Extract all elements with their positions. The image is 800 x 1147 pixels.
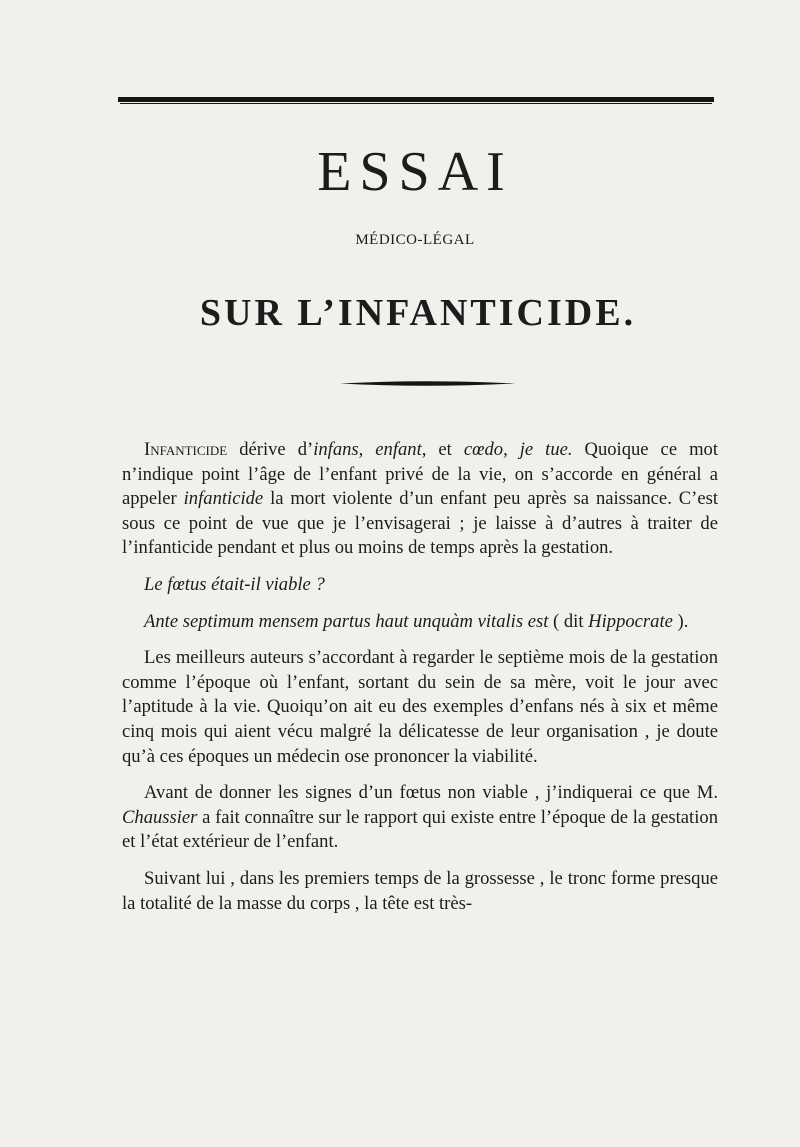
body-text [122,438,718,916]
main-title: SUR L’INFANTICIDE. [199,292,637,334]
ornamental-rule [340,380,515,387]
text-run: dérive d’ [227,439,314,460]
paragraph-1 [122,438,718,561]
text-run: ( dit [548,610,589,632]
italic-run: infans, enfant, [313,439,427,460]
text-run: a fait connaître sur le rapport qui existe entre l’époque de la gestation et l’état extérieur de l’enfant. [122,806,718,853]
paragraph-5 [122,781,718,855]
italic-run: infanticide [183,488,264,510]
text-run: Avant de donner les signes d’un fœtus non viable , j’indiquerai ce que M. [144,782,718,804]
lead-word: Infanticide [144,439,228,460]
text-run: la mort violente d’un enfant peu après sa naissance. C’est sous ce point de vue que je l’envisagerai ; je laisse à d’autres à traiter de l’infanticide pendant et plus ou moins de temps après la gestation. [122,488,719,559]
paragraph-3 [122,610,718,635]
essay-title: ESSAI [317,141,513,203]
italic-run: cœdo, je tue. [463,439,573,460]
paragraph-4: Les meilleurs auteurs s’accordant à regarder le septième mois de la gestation comme l’époque où l’enfant, sortant du sein de sa mère, voit le jour avec l’aptitude à la vie. Quoiqu’on ait eu des exemples d’enfans nés à six et même cinq mois qui aient vécu malgré la délicatesse de leur organisation , je doute qu’à ces époques un médecin ose prononcer la viabilité. [122,647,718,767]
italic-quote: Ante septimum mensem partus haut unquàm vitalis est [144,610,549,632]
paragraph-2 [122,573,718,598]
paragraph-6: Suivant lui , dans les premiers temps de la grossesse , le tronc forme presque la totalité de la masse du corps , la tête est très- [122,867,718,914]
italic-run: Chaussier [122,806,198,828]
text-run: et [426,439,464,460]
italic-run: Hippocrate [588,610,673,632]
text-run: ). [672,610,689,632]
italic-question: Le fœtus était-il viable ? [144,573,325,595]
essay-subtitle: MÉDICO-LÉGAL [355,232,475,248]
top-double-rule [118,97,714,102]
text-run: Quoique ce mot n’indique point l’âge de l’enfant privé de la vie, on s’accorde en général a appeler [122,439,718,510]
